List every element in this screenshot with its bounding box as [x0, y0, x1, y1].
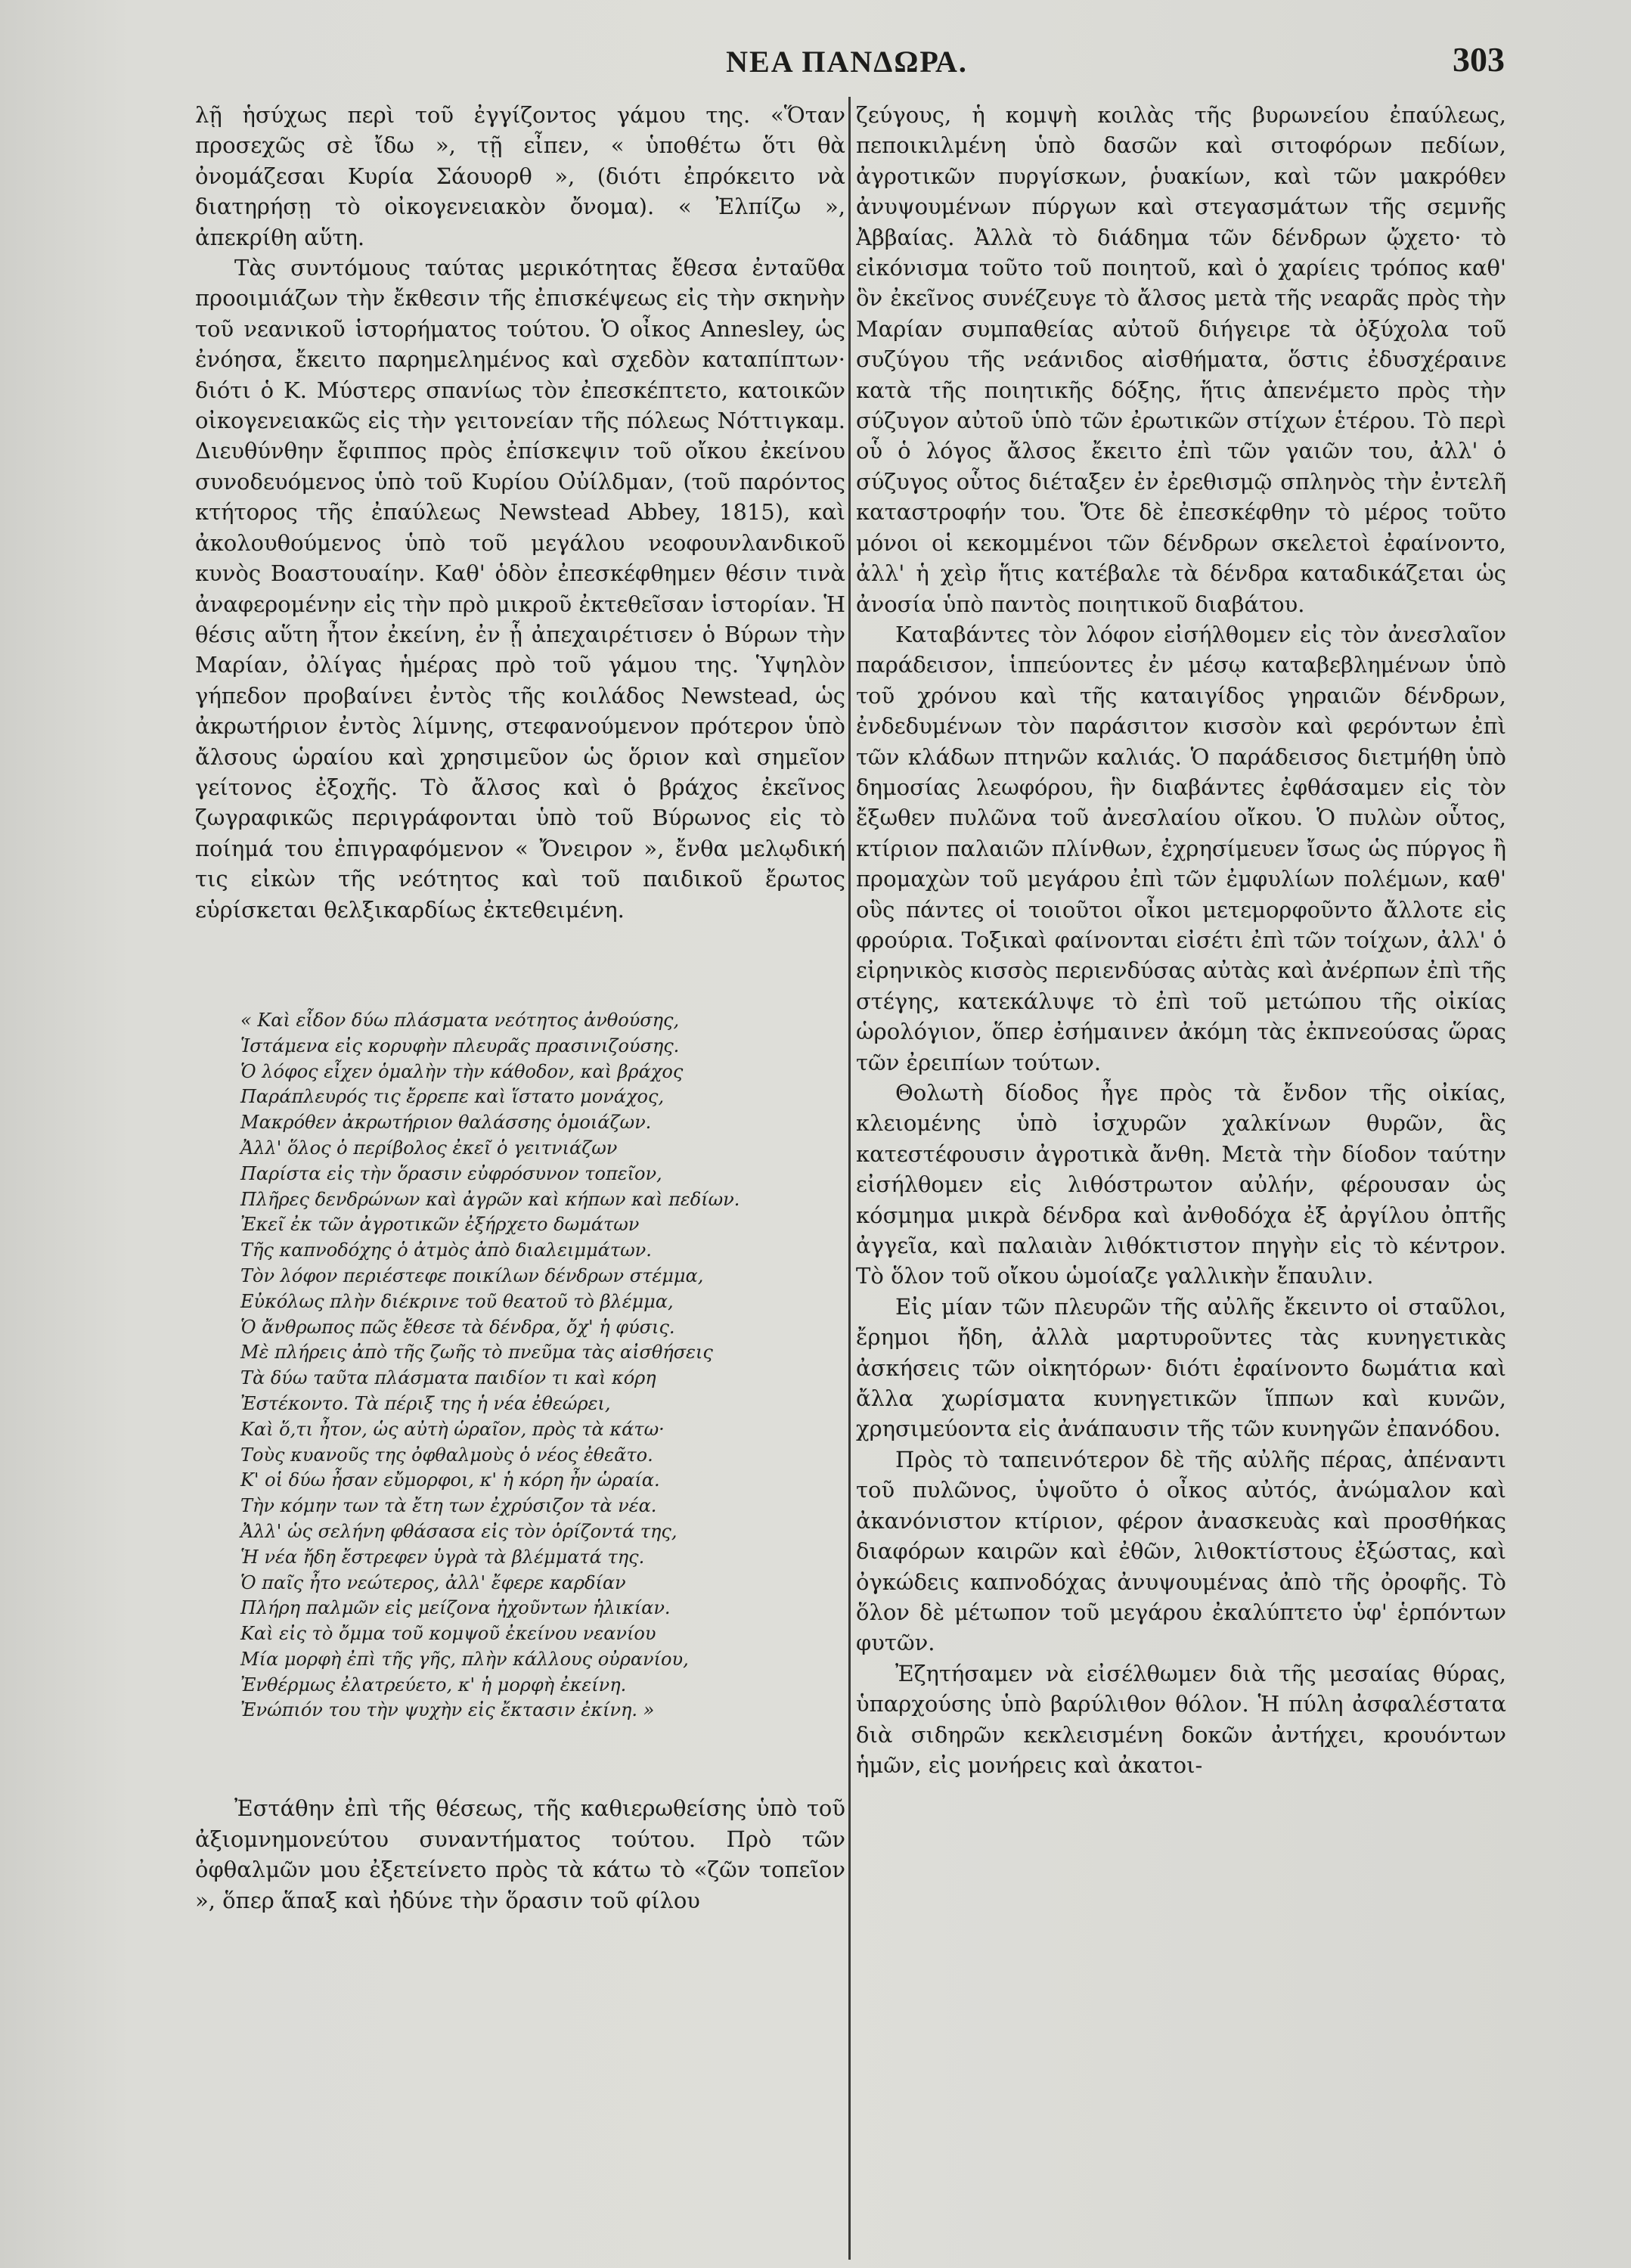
poem-line: Ἀλλ' ὡς σελήνη φθάσασα εἰς τὸν ὁρίζοντά της, [240, 1520, 678, 1542]
poem-line: Πλήρη παλμῶν εἰς μείζονα ἠχοῦντων ἡλικίαν. [240, 1597, 671, 1619]
poem-line: Τὴν κόμην των τὰ ἔτη των ἐχρύσιζον τὰ νέα. [240, 1495, 657, 1517]
page-number: 303 [1453, 40, 1505, 79]
poem-line: Μία μορφὴ ἐπὶ τῆς γῆς, πλὴν κάλλους οὐρανίου, [240, 1648, 689, 1670]
poem-line: Ὁ παῖς ἦτο νεώτερος, ἀλλ' ἔφερε καρδίαν [240, 1571, 626, 1593]
paragraph: Τὰς συντόμους ταύτας μερικότητας ἔθεσα ἐνταῦθα προοιμιάζων τὴν ἔκθεσιν τῆς ἐπισκέψεως εἰς τὴν σκηνὴν τοῦ νεανικοῦ ἱστορήματος τούτου. Ὁ οἶκος Annesley, ὡς ἐνόησα, ἔκειτο παρημελημένος καὶ σχεδὸν καταπίπτων· διότι ὁ Κ. Μύστερς σπανίως τὸν ἐπεσκέπτετο, κατοικῶν οἰκογενειακῶς εἰς τὴν γειτονείαν τῆς πόλεως Νόττιγκαμ. Διευθύνθην ἔφιππος πρὸς ἐπίσκεψιν τοῦ οἴκου ἐκείνου συνοδευόμενος ὑπὸ τοῦ Κυρίου Οὐίλδμαν, (τοῦ παρόντος κτήτορος τῆς ἐπαύλεως Newstead Abbey, 1815), καὶ ἀκολουθούμενος ὑπὸ τοῦ μεγάλου νεοφουνλανδικοῦ κυνὸς Βοαστουαίην. Καθ' ὁδὸν ἐπεσκέφθημεν θέσιν τινὰ ἀναφερομένην εἰς τὴν πρὸ μικροῦ ἐκτεθεῖσαν ἱστορίαν. Ἡ θέσις αὕτη ἦτον ἐκείνη, ἐν ᾗ ἀπεχαιρέτισεν ὁ Βύρων τὴν Μαρίαν, ὀλίγας ἡμέρας πρὸ τοῦ γάμου της. Ὑψηλὸν γήπεδον προβαίνει ἐντὸς τῆς κοιλάδος Newstead, ὡς ἀκρωτήριον ἐντὸς λίμνης, στεφανούμενον πρότερον ὑπὸ ἄλσους ὡραίου καὶ χρησιμεῦον ὡς ὅριον καὶ σημεῖον γείτονος ἐξοχῆς. Τὸ ἄλσος καὶ ὁ βράχος ἐκεῖνος ζωγραφικῶς περιγράφονται ὑπὸ τοῦ Βύρωνος εἰς τὸ ποίημά του ἐπιγραφόμενον « Ὄνειρον », ἔνθα μελῳδική τις εἰκὼν τῆς νεότητος καὶ τοῦ παιδικοῦ ἔρωτος εὑρίσκεται θελξικαρδίως ἐκτεθειμένη. [195, 255, 845, 923]
poem-line: Καὶ ὅ,τι ἦτον, ὡς αὐτὴ ὡραῖον, πρὸς τὰ κάτω· [240, 1418, 665, 1440]
poem-line: Ἐστέκοντο. Τὰ πέριξ της ἡ νέα ἐθεώρει, [240, 1392, 611, 1414]
poem-line: Τὸν λόφον περιέστεφε ποικίλων δένδρων στέμμα, [240, 1264, 704, 1286]
poem-line: Τὰ δύω ταῦτα πλάσματα παιδίον τι καὶ κόρη [240, 1367, 656, 1389]
page-header [189, 39, 1505, 85]
column-divider [848, 97, 851, 2260]
poem [240, 1008, 845, 1723]
poem-line: Τοὺς κυανοῦς της ὀφθαλμοὺς ὁ νέος ἐθεᾶτο. [240, 1444, 653, 1466]
paragraph: ζεύγους, ἡ κομψὴ κοιλὰς τῆς βυρωνείου ἐπαύλεως, πεποικιλμένη ὑπὸ δασῶν καὶ σιτοφόρων πεδίων, ἀγροτικῶν πυργίσκων, ῥυακίων, καὶ τῶν μακρόθεν ἀνυψουμένων πύργων καὶ στεγασμάτων τῆς σεμνῆς Ἀββαίας. Ἀλλὰ τὸ διάδημα τῶν δένδρων ᾤχετο· τὸ εἰκόνισμα τοῦτο τοῦ ποιητοῦ, καὶ ὁ χαρίεις τρόπος καθ' ὃν ἐκεῖνος συνέζευγε τὸ ἄλσος μετὰ τῆς νεαρᾶς πρὸς τὴν Μαρίαν συμπαθείας αὐτοῦ διήγειρε τὰ ὀξύχολα τοῦ συζύγου τῆς νεάνιδος αἰσθήματα, ὅστις ἐδυσχέραινε κατὰ τῆς ποιητικῆς δόξης, ἥτις ἀπενέμετο πρὸς τὴν σύζυγον αὐτοῦ ὑπὸ τῶν ἐρωτικῶν στίχων ἑτέρου. Τὸ περὶ οὗ ὁ λόγος ἄλσος ἔκειτο ἐπὶ τῶν γαιῶν του, ἀλλ' ὁ σύζυγος οὗτος διέταξεν ἐν ἐρεθισμῷ σπληνὸς τὴν ἐντελῆ καταστροφήν του. Ὅτε δὲ ἐπεσκέφθην τὸ μέρος τοῦτο μόνοι οἱ κεκομμένοι τῶν δένδρων σκελετοὶ ἐφαίνοντο, ἀλλ' ἡ χεὶρ ἥτις κατέβαλε τὰ δένδρα καταδικάζεται ὡς ἀνοσία ὑπὸ παντὸς ποιητικοῦ διαβάτου. [856, 102, 1506, 617]
poem-line: Τῆς καπνοδόχης ὁ ἀτμὸς ἀπὸ διαλειμμάτων. [240, 1239, 652, 1261]
poem-line: Ἀλλ' ὅλος ὁ περίβολος ἐκεῖ ὁ γειτνιάζων [240, 1137, 618, 1159]
running-title: ΝΕΑ ΠΑΝΔΩΡΑ. [726, 45, 968, 79]
paragraph: Εἰς μίαν τῶν πλευρῶν τῆς αὐλῆς ἔκειντο οἱ σταῦλοι, ἔρημοι ἤδη, ἀλλὰ μαρτυροῦντες τὰς κυνηγετικὰς ἀσκήσεις τῶν οἰκητόρων· διότι ἐφαίνοντο δωμάτια καὶ ἄλλα χωρίσματα κυνηγετικῶν ἵππων καὶ κυνῶν, χρησιμεύοντα εἰς ἀνάπαυσιν τῆς τῶν κυνηγῶν ἐπανόδου. [856, 1293, 1506, 1442]
poem-line: Ὁ λόφος εἶχεν ὁμαλὴν τὴν κάθοδον, καὶ βράχος [240, 1060, 684, 1082]
paragraph: Καταβάντες τὸν λόφον εἰσήλθομεν εἰς τὸν ἀνεσλαῖον παράδεισον, ἱππεύοντες ἐν μέσῳ καταβεβλημένων ὑπὸ τοῦ χρόνου καὶ τῆς καταιγίδος γηραιῶν δένδρων, ἐνδεδυμένων τὸν παράσιτον κισσὸν καὶ φερόντων ἐπὶ τῶν κλάδων πτηνῶν καλιάς. Ὁ παράδεισος διετμήθη ὑπὸ δημοσίας λεωφόρου, ἣν διαβάντες ἐφθάσαμεν εἰς τὸν ἔξωθεν πυλῶνα τοῦ ἀνεσλαίου οἴκου. Ὁ πυλὼν οὗτος, κτίριον παλαιῶν πλίνθων, ἐχρησίμευεν ἴσως ὡς πύργος ἢ προμαχὼν τοῦ μεγάρου ἐπὶ τῶν ἐμφυλίων πολέμων, καθ' οὓς πάντες οἱ τοιοῦτοι οἶκοι μετεμορφοῦντο ἄλλοτε εἰς φρούρια. Τοξικαὶ φαίνονται εἰσέτι ἐπὶ τῶν τοίχων, ἀλλ' ὁ εἰρηνικὸς κισσὸς περιενδύσας αὐτὰς καὶ ἀνέρπων ἐπὶ τῆς στέγης, κατεκάλυψε τὸ ἐπὶ τοῦ μετώπου τῆς οἰκίας ὡρολόγιον, ὅπερ ἐσήμαινεν ἀκόμη τὰς ἐκπνεούσας ὥρας τῶν ἐρειπίων τούτων. [856, 621, 1506, 1075]
poem-line: Ἐνώπιόν του τὴν ψυχὴν εἰς ἔκτασιν ἐκίνη. » [240, 1699, 655, 1721]
paragraph: λῇ ἡσύχως περὶ τοῦ ἐγγίζοντος γάμου της. «Ὅταν προσεχῶς σὲ ἴδω », τῇ εἶπεν, « ὑποθέτω ὅτι θὰ ὀνομάζεσαι Κυρία Σάουορθ », (διότι ἐπρόκειτο νὰ διατηρήσῃ τὸ οἰκογενειακὸν ὄνομα). « Ἐλπίζω », ἀπεκρίθη αὕτη. [195, 102, 845, 250]
paragraph: Πρὸς τὸ ταπεινότερον δὲ τῆς αὐλῆς πέρας, ἀπέναντι τοῦ πυλῶνος, ὑψοῦτο ὁ οἶκος αὐτός, ἀνώμαλον καὶ ἀκανόνιστον κτίριον, φέρον ἀνασκευὰς καὶ προσθήκας διαφόρων καιρῶν καὶ ἐθῶν, λιθοκτίστους ἐξώστας, καὶ ὀγκώδεις καπνοδόχας ἀνυψουμένας ἀπὸ τῆς ὀροφῆς. Τὸ ὅλον δὲ μέτωπον τοῦ μεγάρου ἐκαλύπτετο ὑφ' ἑρπόντων φυτῶν. [856, 1446, 1506, 1656]
poem-line: Ἐκεῖ ἐκ τῶν ἀγροτικῶν ἐξήρχετο δωμάτων [240, 1214, 640, 1236]
poem-line: Παράπλευρός τις ἔρρεπε καὶ ἵστατο μονάχος, [240, 1086, 665, 1108]
poem-line: Κ' οἱ δύω ἦσαν εὔμορφοι, κ' ἡ κόρη ἦν ὡραία. [240, 1469, 660, 1491]
poem-line: Παρίστα εἰς τὴν ὅρασιν εὐφρόσυνον τοπεῖον, [240, 1162, 662, 1184]
poem-line: Ἱστάμενα εἰς κορυφὴν πλευρᾶς πρασινιζούσης. [240, 1035, 680, 1056]
poem-line: Ὁ ἄνθρωπος πῶς ἔθεσε τὰ δένδρα, ὄχ' ἡ φύσις. [240, 1316, 675, 1338]
poem-line: Εὐκόλως πλὴν διέκρινε τοῦ θεατοῦ τὸ βλέμμα, [240, 1290, 674, 1312]
left-column [195, 100, 845, 2255]
poem-line: « Καὶ εἶδον δύω πλάσματα νεότητος ἀνθούσης, [240, 1009, 680, 1031]
paragraph: Θολωτὴ δίοδος ἦγε πρὸς τὰ ἔνδον τῆς οἰκίας, κλειομένης ὑπὸ ἰσχυρῶν χαλκίνων θυρῶν, ἃς κατεστέφουσιν ἀγροτικὰ ἄνθη. Μετὰ τὴν δίοδον ταύτην εἰσήλθομεν εἰς λιθόστρωτον αὐλήν, φέρουσαν ὡς κόσμημα μικρὰ δένδρα καὶ ἀνθοδόχα ἐξ ἀργίλου ὀπτῆς ἀγγεῖα, καὶ παλαιὰν λιθόκτιστον πηγὴν εἰς τὸ κέντρον. Τὸ ὅλον τοῦ οἴκου ὡμοίαζε γαλλικὴν ἔπαυλιν. [856, 1080, 1506, 1289]
poem-line: Ἡ νέα ἤδη ἔστρεφεν ὑγρὰ τὰ βλέμματά της. [240, 1546, 645, 1568]
poem-line: Μακρόθεν ἀκρωτήριον θαλάσσης ὁμοιάζων. [240, 1112, 652, 1134]
paragraph: Ἐστάθην ἐπὶ τῆς θέσεως, τῆς καθιερωθείσης ὑπὸ τοῦ ἀξιομνημονεύτου συναντήματος τούτου. Πρὸ τῶν ὀφθαλμῶν μου ἐξετείνετο πρὸς τὰ κάτω τὸ «ζῶν τοπεῖον », ὅπερ ἅπαξ καὶ ἠδύνε τὴν ὅρασιν τοῦ φίλου [195, 1795, 845, 1913]
poem-line: Καὶ εἰς τὸ ὄμμα τοῦ κομψοῦ ἐκείνου νεανίου [240, 1623, 656, 1645]
paragraph: Ἐζητήσαμεν νὰ εἰσέλθωμεν διὰ τῆς μεσαίας θύρας, ὑπαρχούσης ὑπὸ βαρύλιθον θόλον. Ἡ πύλη ἀσφαλέστατα διὰ σιδηρῶν κεκλεισμένη δοκῶν ἀντήχει, κρουόντων ἡμῶν, εἰς μονήρεις καὶ ἀκατοι- [856, 1660, 1506, 1778]
poem-line: Μὲ πλήρεις ἀπὸ τῆς ζωῆς τὸ πνεῦμα τὰς αἰσθήσεις [240, 1342, 713, 1364]
poem-line: Πλῆρες δενδρώνων καὶ ἀγρῶν καὶ κήπων καὶ πεδίων. [240, 1188, 740, 1210]
poem-line: Ἐνθέρμως ἐλατρεύετο, κ' ἡ μορφὴ ἐκείνη. [240, 1674, 627, 1696]
right-column [856, 100, 1506, 2255]
